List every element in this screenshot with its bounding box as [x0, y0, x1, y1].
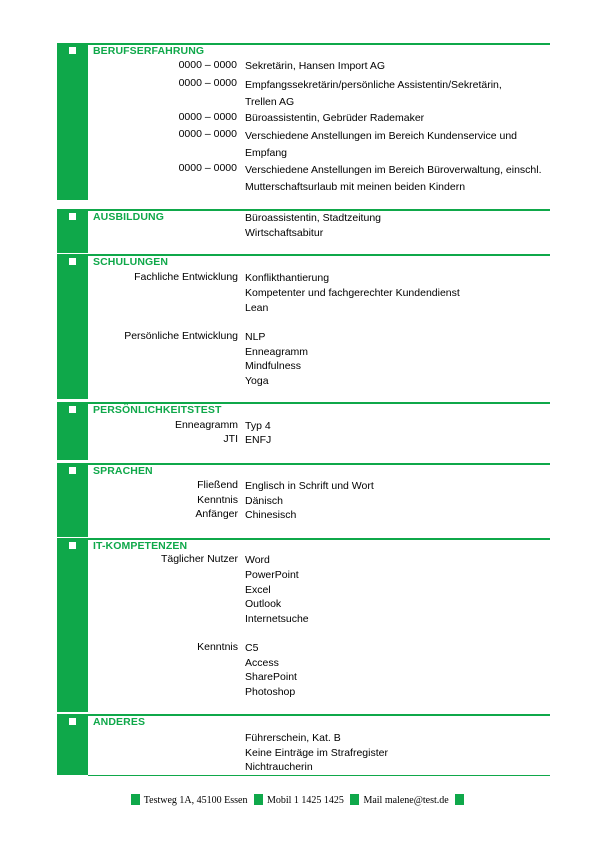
- bullet-icon: [69, 406, 76, 413]
- entry-text: Sekretärin, Hansen Import AG: [245, 60, 386, 72]
- entry-text: Verschiedene Anstellungen im Bereich Büroverwaltung, einschl. Mutterschaftsurlaub mit meinen beiden Kindern: [245, 164, 542, 193]
- entry-date: 0000 – 0000: [178, 111, 237, 123]
- it-item: Photoshop: [245, 686, 296, 698]
- it-item: Excel: [245, 584, 271, 596]
- entry-date: 0000 – 0000: [178, 162, 237, 174]
- footer-square-icon: [131, 794, 140, 805]
- it-item: Internetsuche: [245, 613, 309, 625]
- footer-email[interactable]: Mail malene@test.de: [363, 795, 449, 806]
- section-heading: SCHULUNGEN: [93, 256, 169, 268]
- it-item: Access: [245, 657, 279, 669]
- section-it-kompetenzen: [57, 538, 550, 712]
- section-heading: BERUFSERFAHRUNG: [93, 45, 205, 57]
- language-level: Anfänger: [195, 508, 238, 520]
- it-item: SharePoint: [245, 671, 297, 683]
- training-group-label: Fachliche Entwicklung: [134, 271, 238, 283]
- language-value: Chinesisch: [245, 509, 297, 521]
- training-group-label: Persönliche Entwicklung: [124, 330, 238, 342]
- section-anderes: [57, 714, 550, 775]
- other-item: Führerschein, Kat. B: [245, 732, 341, 744]
- section-bar: [57, 538, 88, 712]
- entry-date: 0000 – 0000: [178, 128, 237, 140]
- test-value: ENFJ: [245, 434, 272, 446]
- language-value: Englisch in Schrift und Wort: [245, 480, 374, 492]
- training-item: Kompetenter und fachgerechter Kundendienst: [245, 287, 460, 299]
- education-item: Büroassistentin, Stadtzeitung: [245, 212, 381, 224]
- it-group-label: Täglicher Nutzer: [160, 553, 238, 565]
- test-label: Enneagramm: [174, 419, 238, 431]
- education-item: Wirtschaftsabitur: [245, 227, 324, 239]
- section-schulungen: [57, 254, 550, 399]
- section-heading: IT-KOMPETENZEN: [93, 540, 188, 552]
- footer-square-icon: [350, 794, 359, 805]
- entry-text: Empfangssekretärin/persönliche Assistentin/Sekretärin, Trellen AG: [245, 79, 502, 108]
- section-sprachen: [57, 463, 550, 537]
- entry-text: Verschiedene Anstellungen im Bereich Kundenservice und Empfang: [245, 130, 518, 159]
- section-heading: PERSÖNLICHKEITSTEST: [93, 404, 222, 416]
- section-persoenlichkeitstest: [57, 402, 550, 460]
- section-bar: [57, 43, 88, 200]
- footer-square-icon: [455, 794, 464, 805]
- it-item: C5: [245, 642, 259, 654]
- training-item: Yoga: [245, 375, 269, 387]
- bullet-icon: [69, 467, 76, 474]
- it-item: Outlook: [245, 598, 282, 610]
- bullet-icon: [69, 542, 76, 549]
- it-item: PowerPoint: [245, 569, 299, 581]
- bullet-icon: [69, 718, 76, 725]
- it-group-label: Kenntnis: [197, 641, 238, 653]
- footer-address: Testweg 1A, 45100 Essen: [143, 795, 248, 806]
- bullet-icon: [69, 213, 76, 220]
- training-item: Mindfulness: [245, 360, 302, 372]
- footer-contact: [0, 794, 595, 806]
- section-heading: SPRACHEN: [93, 465, 153, 477]
- section-berufserfahrung: [57, 43, 550, 200]
- section-bar: [57, 463, 88, 537]
- training-item: NLP: [245, 331, 266, 343]
- language-level: Fließend: [197, 479, 238, 491]
- section-ausbildung: [57, 209, 550, 253]
- other-item: Nichtraucherin: [245, 761, 313, 773]
- bullet-icon: [69, 258, 76, 265]
- test-label: JTI: [223, 433, 238, 445]
- other-item: Keine Einträge im Strafregister: [245, 747, 388, 759]
- it-item: Word: [245, 554, 270, 566]
- entry-date: 0000 – 0000: [178, 77, 237, 89]
- section-divider: [88, 714, 550, 716]
- entry-text: Büroassistentin, Gebrüder Rademaker: [245, 112, 425, 124]
- bullet-icon: [69, 47, 76, 54]
- test-value: Typ 4: [245, 420, 271, 432]
- section-heading: AUSBILDUNG: [93, 211, 164, 223]
- entry-date: 0000 – 0000: [178, 59, 237, 71]
- training-item: Enneagramm: [245, 346, 309, 358]
- training-item: Lean: [245, 302, 269, 314]
- footer-phone: Mobil 1 1425 1425: [266, 795, 344, 806]
- section-divider: [88, 463, 550, 465]
- language-value: Dänisch: [245, 495, 283, 507]
- section-heading: ANDERES: [93, 716, 146, 728]
- footer-square-icon: [254, 794, 263, 805]
- training-item: Konflikthantierung: [245, 272, 330, 284]
- section-bar: [57, 254, 88, 399]
- language-level: Kenntnis: [197, 494, 238, 506]
- section-divider: [88, 775, 550, 776]
